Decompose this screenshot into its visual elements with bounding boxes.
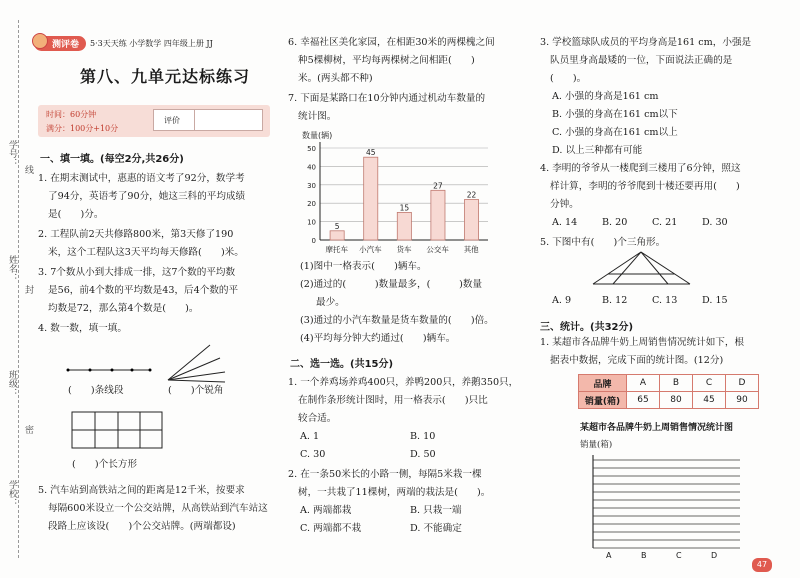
bar-货车: [397, 212, 411, 240]
student-id-label: 学号：: [7, 140, 17, 167]
test-badge: 测评卷: [34, 36, 86, 51]
section-3-heading: 三、统计。(共32分): [540, 322, 634, 333]
choice-1: 1. 一个养鸡场养鸡400只，养鸭200只，养鹅350只， 在制作条形统计图时，用一格表示( )只比 较合适。 A. 1 B. 10 C. 30 D. 50: [288, 377, 519, 460]
choice-5: 5. 下图中有( )个三角形。: [540, 237, 666, 248]
q4-segment-answer[interactable]: ( )条线段: [68, 385, 124, 396]
bar-其他: [464, 200, 478, 240]
question-2: 2. 工程队前2天共修路800米，第3天修了190 米，这个工程队这3天平均每天修路( )米。: [38, 229, 244, 258]
x-tick-label: 货车: [396, 245, 412, 254]
question-3: 3. 7个数从小到大排成一排，这7个数的平均数 是56，前4个数的平均数是43，后4个数的平 均数是72，那么第4个数是( )。: [38, 267, 239, 314]
data-label: 45: [365, 148, 376, 158]
line-char: 线: [23, 165, 33, 174]
q4-angle-answer[interactable]: ( )个锐角: [168, 385, 224, 396]
table-row: 销量(箱) 65 80 45 90: [579, 392, 759, 409]
choice-3: 3. 学校篮球队成员的平均身高是161 cm，小强是 队员里身高最矮的一位，下面说法正确的是 ( )。 A. 小强的身高是161 cm B. 小强的身高在161 cm以下 C. 小强的身高在161 cm以上 D. 以上三种都有可能: [540, 37, 752, 156]
page-title: 第八、九单元达标练习: [80, 67, 251, 86]
close-char: 密: [23, 425, 33, 434]
class-label: 班级：: [7, 370, 17, 397]
grade-field[interactable]: 评价: [153, 109, 263, 131]
cut-line: [18, 20, 19, 558]
data-label: 22: [466, 190, 477, 200]
x-tick-label: 公交车: [426, 245, 449, 254]
q4-rect-answer[interactable]: ( )个长方形: [72, 459, 138, 470]
q4-figures: [40, 340, 270, 460]
x-tick-label: 小汽车: [359, 245, 382, 254]
question-4: 4. 数一数，填一填。: [38, 323, 127, 334]
acute-angles-figure: [168, 345, 225, 382]
x-tick-label: 摩托车: [325, 245, 349, 254]
data-label: 27: [433, 181, 443, 191]
vehicle-bar-chart: [296, 128, 496, 256]
question-1: 1. 在期末测试中，惠惠的语文考了92分，数学考 了94分，英语考了90分，她这三科的平均成绩 是( )分。: [38, 173, 246, 220]
y-tick-label: 10: [307, 218, 316, 227]
y-tick-label: 0: [311, 237, 316, 245]
section-2-heading: 二、选一选。(共15分): [290, 359, 394, 370]
empty-chart-xlabels: A B C D: [606, 551, 718, 560]
x-tick-label: 其他: [463, 245, 479, 254]
triangle-figure: [588, 248, 698, 290]
seal-char: 封: [23, 285, 33, 294]
bar-小汽车: [364, 157, 378, 240]
time-limit: 时间：60分钟: [46, 110, 97, 119]
line-segments-figure: [67, 369, 152, 372]
table-row: 品牌 A B C D: [579, 375, 759, 392]
bar-公交车: [431, 190, 445, 240]
series-label: 5·3天天练 小学数学 四年级上册 JJ: [90, 39, 213, 48]
empty-chart-title: 某超市各品牌牛奶上周销售情况统计图: [580, 423, 734, 433]
y-tick-label: 50: [307, 145, 316, 153]
q7-subquestions: (1)图中一格表示( )辆车。 (2)通过的( )数量最多，( )数量 最少。 (3)通过的小汽车数量是货车数量的( )倍。 (4)平均每分钟大约通过( )辆车。: [300, 261, 494, 344]
mascot-icon: [32, 33, 48, 49]
question-6: 6. 幸福社区美化家园，在相距30米的两棵槐之间 种5棵柳树，平均每两棵树之间相距( ) 米。(两头都不种): [288, 37, 495, 84]
empty-chart-ylabel: 销量(箱): [580, 440, 613, 450]
choice-5-options: A. 9 B. 12 C. 13 D. 15: [552, 295, 728, 306]
school-label: 学校：: [7, 480, 17, 507]
choice-2: 2. 在一条50米长的小路一侧，每隔5米栽一棵 树，一共栽了11棵树，两端的栽法是( )。 A. 两端都栽 B. 只栽一端 C. 两端都不栽 D. 不能确定: [288, 469, 491, 534]
bar-摩托车: [330, 231, 344, 240]
choice-4: 4. 李明的爷爷从一楼爬到三楼用了6分钟，照这 样计算，李明的爷爷爬到十楼还要再用( ) 分钟。 A. 14 B. 20 C. 21 D. 30: [540, 163, 741, 228]
rectangle-grid-figure: [72, 412, 162, 448]
y-tick-label: 40: [307, 163, 316, 172]
question-5: 5. 汽车站到高铁站之间的距离是12千米，按要求 每隔600米设立一个公交站牌，从高铁站到汽车站这 段路上应该设( )个公交站牌。(两端都设): [38, 485, 268, 532]
name-label: 姓名：: [7, 255, 17, 282]
full-score: 满分：100分+10分: [46, 124, 119, 133]
empty-grid-chart[interactable]: [585, 455, 745, 555]
data-label: 5: [334, 221, 340, 231]
stats-question-1: 1. 某超市各品牌牛奶上周销售情况统计如下，根 据表中数据，完成下面的统计图。(12分): [540, 337, 745, 366]
info-box: [38, 105, 270, 137]
header: [34, 36, 213, 51]
data-label: 15: [399, 203, 410, 213]
page-number: 47: [752, 558, 772, 572]
question-7: 7. 下面是某路口在10分钟内通过机动车数量的 统计图。: [288, 93, 486, 122]
y-tick-label: 20: [307, 200, 316, 209]
section-1-heading: 一、填一填。(每空2分,共26分): [40, 154, 184, 165]
milk-sales-table: [578, 374, 759, 409]
chart-ylabel: 数量(辆): [302, 131, 333, 140]
binding-margin: [0, 0, 33, 578]
y-tick-label: 30: [307, 181, 316, 190]
